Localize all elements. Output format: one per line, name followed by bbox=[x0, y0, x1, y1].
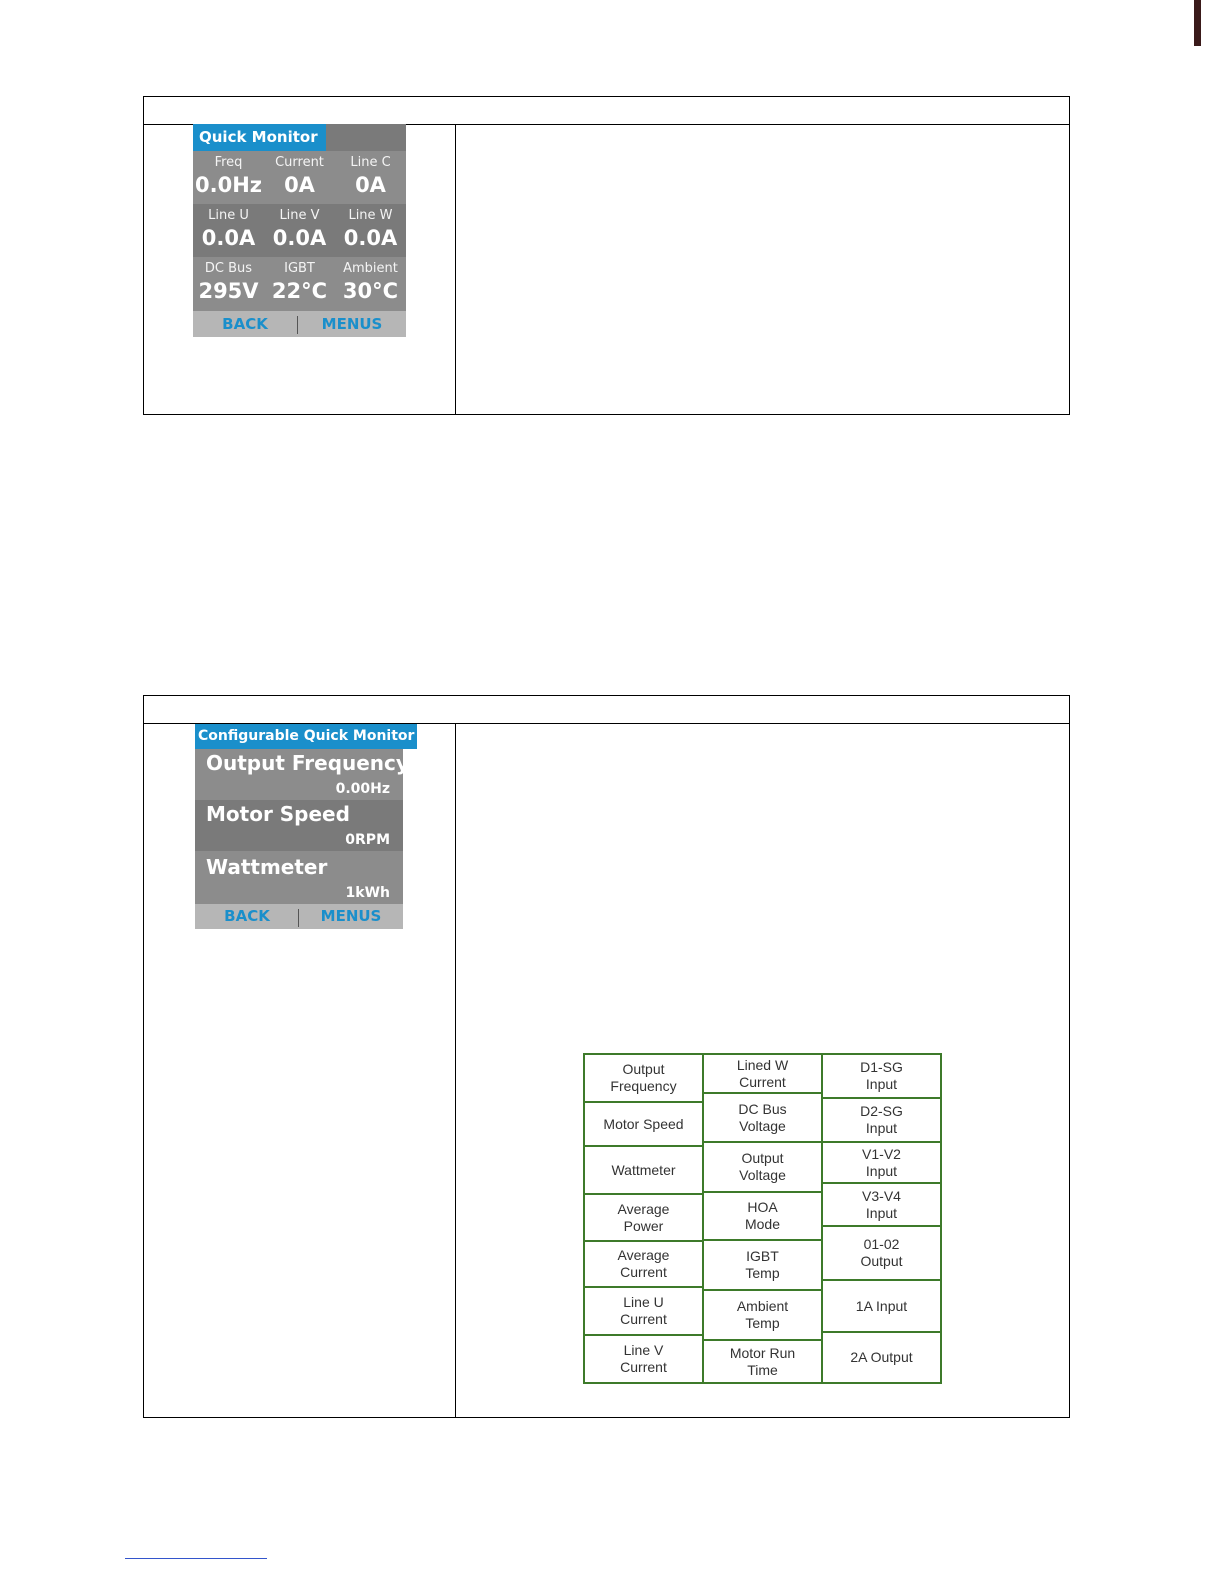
option-cell: V1-V2 Input bbox=[821, 1141, 942, 1184]
item-name: Motor Speed bbox=[206, 802, 350, 826]
screen-title-bar bbox=[193, 124, 406, 151]
back-button[interactable]: BACK bbox=[224, 907, 270, 925]
option-cell: HOA Mode bbox=[702, 1191, 823, 1241]
option-cell: Ambient Temp bbox=[702, 1289, 823, 1341]
screen-footer bbox=[193, 311, 406, 337]
back-button[interactable]: BACK bbox=[222, 315, 268, 333]
monitor-row bbox=[193, 151, 406, 204]
monitor-cell-dc-bus bbox=[193, 257, 264, 310]
monitor-cell-igbt bbox=[264, 257, 335, 310]
monitor-cell-line-w bbox=[335, 204, 406, 257]
cell-value: 0A bbox=[284, 173, 315, 197]
cell-label: Line C bbox=[350, 155, 391, 170]
option-cell: Motor Speed bbox=[583, 1101, 704, 1147]
option-cell: D1-SG Input bbox=[821, 1053, 942, 1099]
cell-label: Freq bbox=[214, 155, 243, 170]
option-cell: Average Power bbox=[583, 1193, 704, 1242]
option-cell: Average Current bbox=[583, 1240, 704, 1288]
item-name: Output Frequency bbox=[206, 751, 409, 775]
cell-value: 0A bbox=[355, 173, 386, 197]
column-divider bbox=[455, 723, 456, 1417]
option-cell: 1A Input bbox=[821, 1279, 942, 1333]
item-value: 1kWh bbox=[345, 885, 390, 901]
option-cell: Line U Current bbox=[583, 1286, 704, 1336]
screen-title: Quick Monitor bbox=[193, 124, 326, 151]
option-cell: Lined W Current bbox=[702, 1053, 823, 1094]
item-value: 0.00Hz bbox=[335, 781, 390, 797]
option-cell: Wattmeter bbox=[583, 1145, 704, 1195]
option-cell: IGBT Temp bbox=[702, 1239, 823, 1291]
option-cell: DC Bus Voltage bbox=[702, 1092, 823, 1143]
monitor-cell-ambient bbox=[335, 257, 406, 310]
monitor-row bbox=[193, 257, 406, 310]
quick-monitor-screen bbox=[193, 124, 406, 337]
cell-label: Line U bbox=[208, 208, 249, 223]
table-header-row bbox=[144, 97, 1069, 125]
cell-label: DC Bus bbox=[204, 261, 253, 276]
cell-label: Line V bbox=[279, 208, 320, 223]
monitor-item-motor-speed bbox=[195, 800, 403, 851]
cell-label: Current bbox=[275, 155, 324, 170]
cell-value: 0.0A bbox=[272, 226, 327, 250]
menus-button[interactable]: MENUS bbox=[320, 907, 382, 925]
monitor-cell-line-v bbox=[264, 204, 335, 257]
cell-value: 0.0Hz bbox=[195, 173, 262, 197]
option-cell: Output Voltage bbox=[702, 1141, 823, 1193]
cell-value: 0.0A bbox=[201, 226, 256, 250]
option-cell: Output Frequency bbox=[583, 1053, 704, 1103]
screen-title-bar bbox=[195, 724, 415, 749]
option-cell: Line V Current bbox=[583, 1334, 704, 1384]
cell-value: 30°C bbox=[342, 279, 399, 303]
monitor-row bbox=[193, 204, 406, 257]
table-header-row bbox=[144, 696, 1069, 724]
monitor-cell-current bbox=[264, 151, 335, 204]
option-cell: V3-V4 Input bbox=[821, 1182, 942, 1227]
monitor-cell-freq bbox=[193, 151, 264, 204]
screen-title: Configurable Quick Monitor bbox=[195, 724, 417, 749]
option-cell: 2A Output bbox=[821, 1331, 942, 1384]
menus-button[interactable]: MENUS bbox=[321, 315, 383, 333]
monitor-cell-line-u bbox=[193, 204, 264, 257]
option-cell: D2-SG Input bbox=[821, 1097, 942, 1143]
item-value: 0RPM bbox=[345, 832, 390, 848]
cell-value: 295V bbox=[198, 279, 259, 303]
option-cell: Motor Run Time bbox=[702, 1339, 823, 1384]
cell-label: IGBT bbox=[284, 261, 315, 276]
footnote-separator bbox=[125, 1558, 267, 1559]
column-divider bbox=[455, 124, 456, 414]
configurable-quick-monitor-screen bbox=[195, 724, 415, 929]
screen-footer bbox=[195, 904, 403, 929]
cell-value: 0.0A bbox=[343, 226, 398, 250]
monitor-item-output-frequency bbox=[195, 749, 409, 800]
monitor-cell-line-c bbox=[335, 151, 406, 204]
item-name: Wattmeter bbox=[206, 855, 328, 879]
monitor-item-wattmeter bbox=[195, 851, 403, 904]
cell-label: Ambient bbox=[343, 261, 398, 276]
option-cell: 01-02 Output bbox=[821, 1225, 942, 1281]
cell-value: 22°C bbox=[271, 279, 328, 303]
cell-label: Line W bbox=[348, 208, 393, 223]
page-edge-mark bbox=[1194, 0, 1201, 46]
